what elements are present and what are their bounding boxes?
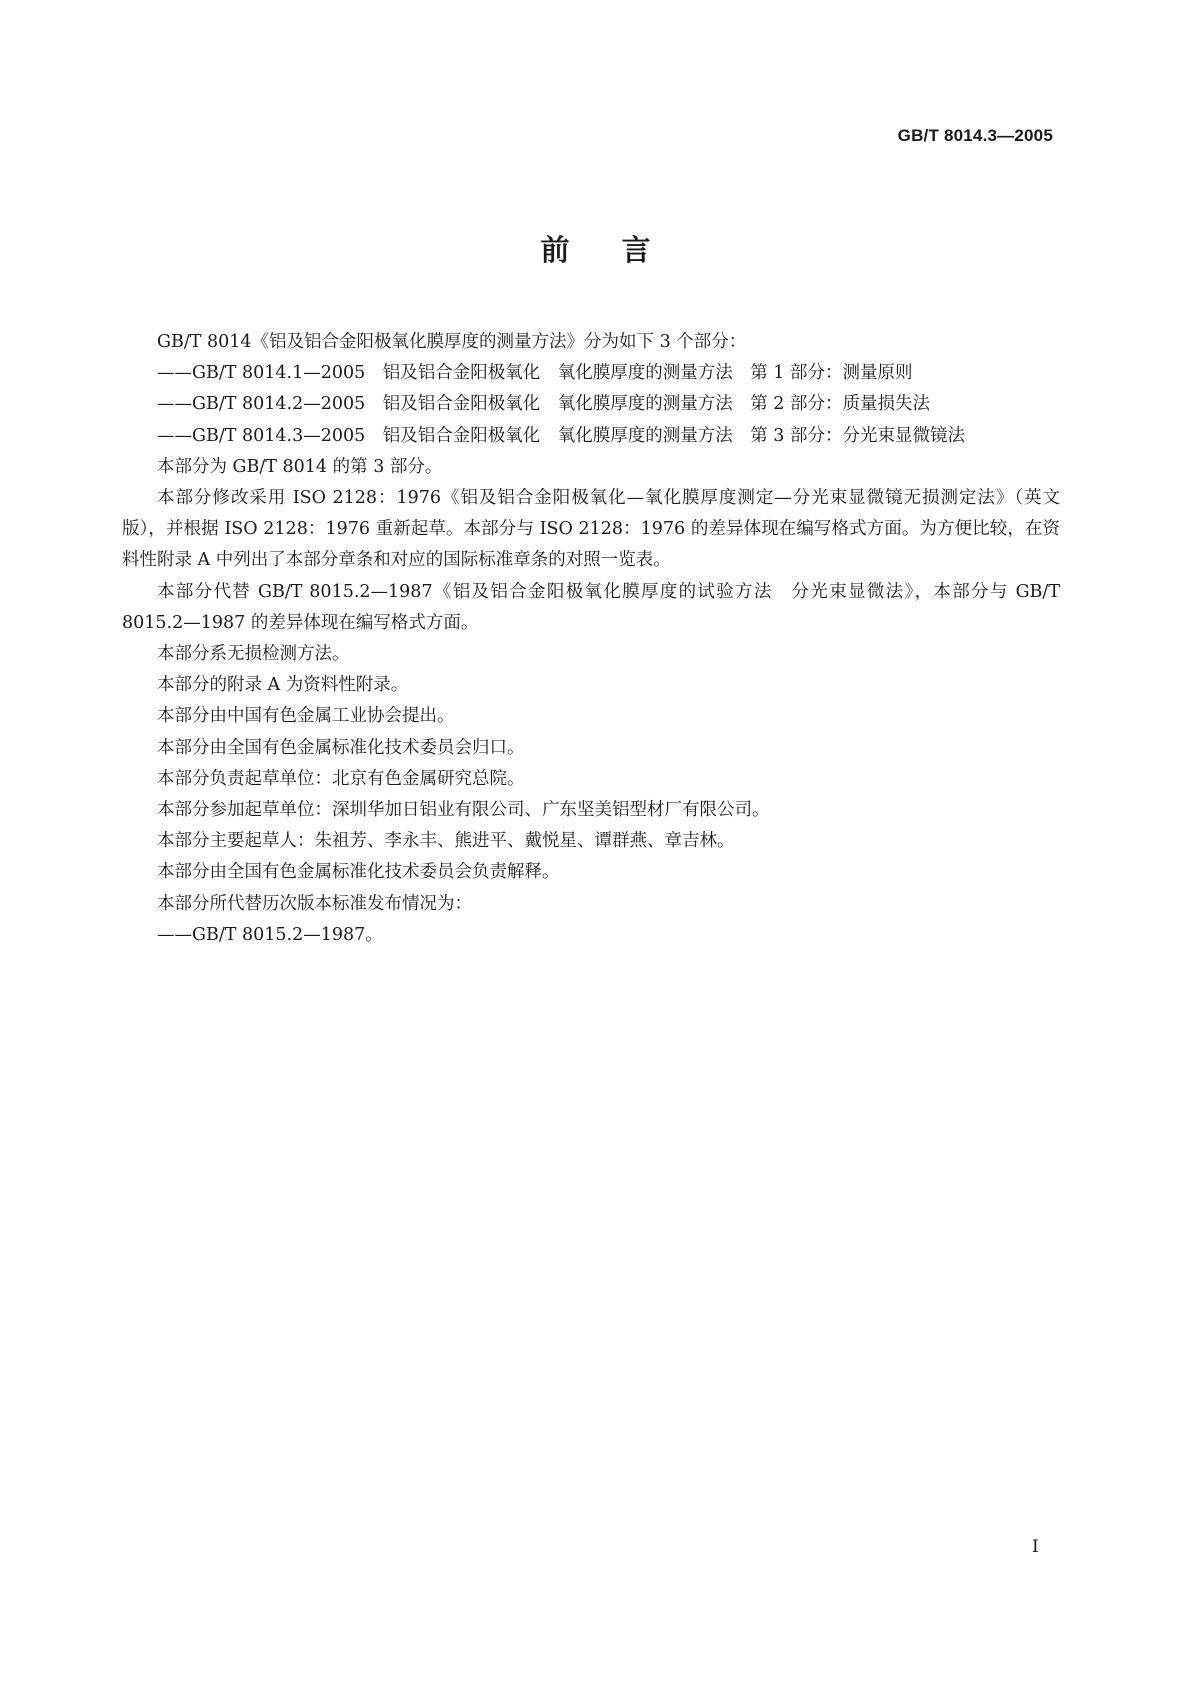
page-number: I: [1032, 1537, 1039, 1557]
paragraph-this-part: 本部分为 GB/T 8014 的第 3 部分。: [157, 456, 443, 477]
paragraph-annex: 本部分的附录 A 为资料性附录。: [157, 675, 409, 696]
paragraph-participating-units: 本部分参加起草单位：深圳华加日铝业有限公司、广东坚美铝型材厂有限公司。: [157, 800, 770, 821]
paragraph-drafters: 本部分主要起草人：朱祖芳、李永丰、熊进平、戴悦星、谭群燕、章吉林。: [157, 831, 735, 852]
paragraph-managed-by: 本部分由全国有色金属标准化技术委员会归口。: [157, 737, 525, 758]
paragraph-nondestructive: 本部分系无损检测方法。: [157, 644, 350, 665]
paragraph-drafting-unit: 本部分负责起草单位：北京有色金属研究总院。: [157, 768, 525, 789]
standard-number: GB/T 8014.3—2005: [897, 126, 1053, 145]
paragraph-previous-editions: 本部分所代替历次版本标准发布情况为：: [157, 893, 472, 914]
paragraph-proposed-by: 本部分由中国有色金属工业协会提出。: [157, 706, 455, 727]
paragraph-parts-intro: GB/T 8014《铝及铝合金阳极氧化膜厚度的测量方法》分为如下 3 个部分：: [157, 332, 747, 352]
paragraph-iso-adoption: 本部分修改采用 ISO 2128：1976《铝及铝合金阳极氧化—氧化膜厚度测定—分光束显微镜无损测定法》（英文版），并根据 ISO 2128：1976 重新起草。本部分与 ISO 2128：1976 的差异体现在编写格式方面。为方便比较，在资料性附录 A 中列出了本部分章条和对应的国际标准章条的对照一览表。: [122, 488, 1060, 571]
paragraph-part-1: ——GB/T 8014.1—2005 铝及铝合金阳极氧化 氧化膜厚度的测量方法 第 1 部分：测量原则: [157, 363, 913, 384]
paragraph-previous-edition-item: ——GB/T 8015.2—1987。: [157, 924, 383, 945]
paragraph-interpretation: 本部分由全国有色金属标准化技术委员会负责解释。: [157, 862, 560, 883]
paragraph-replaces: 本部分代替 GB/T 8015.2—1987《铝及铝合金阳极氧化膜厚度的试验方法 分光束显微法》，本部分与 GB/T 8015.2—1987 的差异体现在编写格式方面。: [122, 581, 1060, 633]
paragraph-part-3: ——GB/T 8014.3—2005 铝及铝合金阳极氧化 氧化膜厚度的测量方法 第 3 部分：分光束显微镜法: [157, 425, 965, 446]
page-title: 前言: [540, 233, 703, 267]
foreword-body: [122, 327, 1060, 951]
paragraph-part-2: ——GB/T 8014.2—2005 铝及铝合金阳极氧化 氧化膜厚度的测量方法 第 2 部分：质量损失法: [157, 394, 930, 415]
